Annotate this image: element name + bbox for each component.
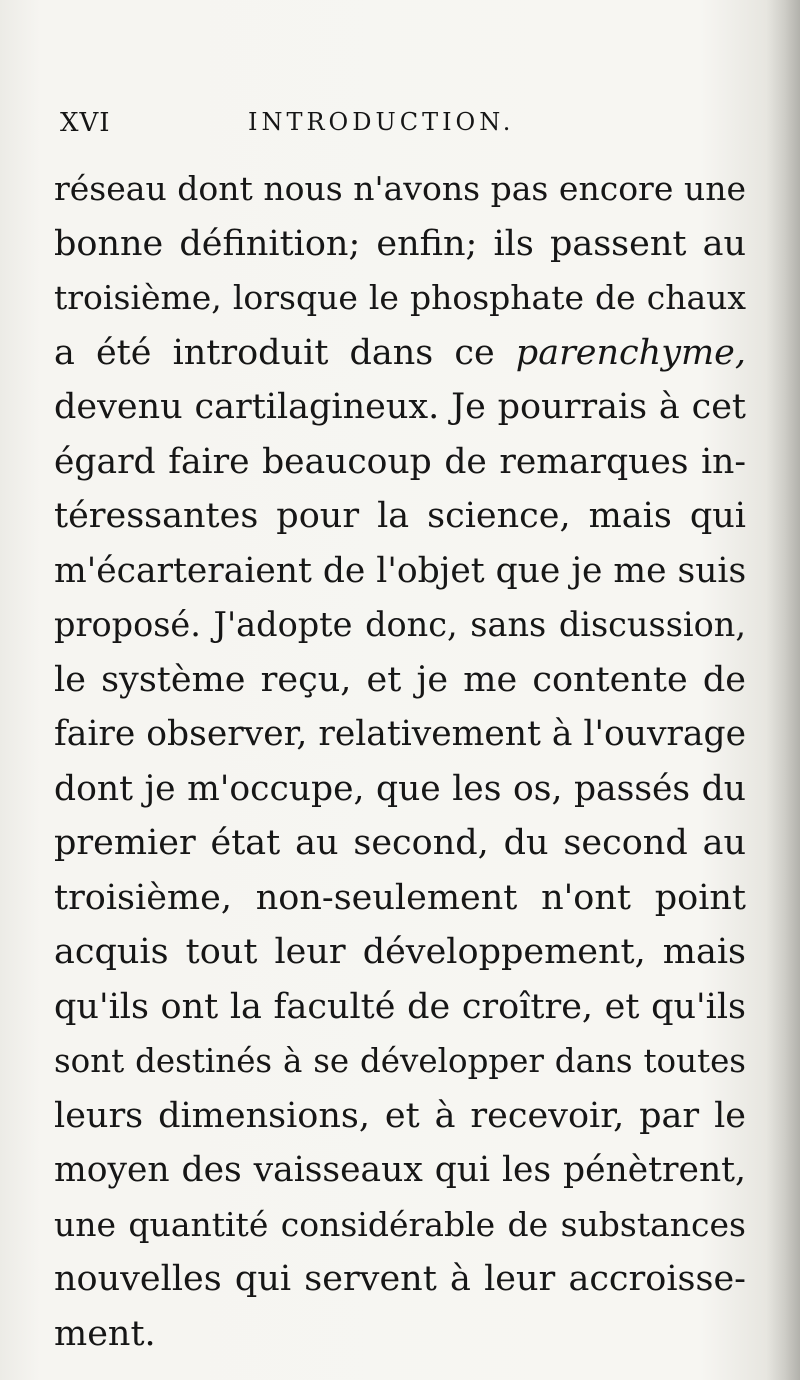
page-gutter-shadow — [766, 0, 800, 1380]
text-segment: acquis tout leur développement, mais — [54, 932, 746, 972]
text-line — [54, 489, 746, 544]
body-text — [54, 162, 746, 1361]
text-segment: proposé. J'adopte donc, sans discussion, — [54, 605, 746, 644]
text-line — [54, 871, 746, 926]
text-segment: troisième, non-seulement n'ont point — [54, 877, 746, 918]
text-segment: moyen des vaisseaux qui les pénètrent, — [54, 1150, 746, 1190]
text-line — [54, 544, 746, 599]
italic-term: parenchyme, — [515, 332, 746, 373]
text-line — [54, 598, 746, 653]
text-segment: qu'ils ont la faculté de croître, et qu'ils — [54, 986, 746, 1027]
text-line — [54, 707, 746, 762]
text-segment: faire observer, relativement à l'ouvrage — [54, 714, 746, 754]
text-line — [54, 162, 746, 217]
text-line — [54, 380, 746, 435]
text-segment: sont destinés à se développer dans toutes — [54, 1042, 746, 1080]
text-line — [54, 1198, 746, 1253]
page-number: XVI — [60, 108, 111, 138]
text-segment: réseau dont nous n'avons pas encore une — [54, 169, 746, 208]
text-segment: ment. — [54, 1313, 156, 1354]
page-header — [60, 108, 740, 148]
text-segment: devenu cartilagineux. Je pourrais à cet — [54, 387, 746, 427]
text-line — [54, 1089, 746, 1144]
text-segment: le système reçu, et je me contente de — [54, 659, 746, 700]
text-segment: troisième, lorsque le phosphate de chaux — [54, 278, 746, 317]
text-line — [54, 816, 746, 871]
text-segment: bonne définition; enfin; ils passent au — [54, 223, 746, 264]
text-line — [54, 435, 746, 490]
running-head: INTRODUCTION. — [248, 108, 515, 136]
text-segment: une quantité considérable de substances — [54, 1204, 746, 1244]
text-line — [54, 217, 746, 272]
text-line — [54, 271, 746, 326]
text-segment: dont je m'occupe, que les os, passés du — [54, 768, 746, 809]
text-segment: téressantes pour la science, mais qui — [54, 496, 746, 536]
text-segment: premier état au second, du second au — [54, 823, 746, 863]
text-line — [54, 326, 746, 381]
text-line — [54, 1143, 746, 1198]
text-line — [54, 925, 746, 980]
text-line — [54, 1252, 746, 1307]
text-segment: a été introduit dans ce — [54, 332, 516, 373]
text-segment: nouvelles qui servent à leur accroisse- — [54, 1259, 746, 1299]
text-line — [54, 980, 746, 1035]
text-segment: leurs dimensions, et à recevoir, par le — [54, 1095, 746, 1136]
text-line — [54, 653, 746, 708]
text-line — [54, 1034, 746, 1089]
text-line — [54, 1307, 746, 1362]
text-line — [54, 762, 746, 817]
text-segment: égard faire beaucoup de remarques in- — [54, 441, 746, 482]
text-segment: m'écarteraient de l'objet que je me suis — [54, 550, 747, 591]
